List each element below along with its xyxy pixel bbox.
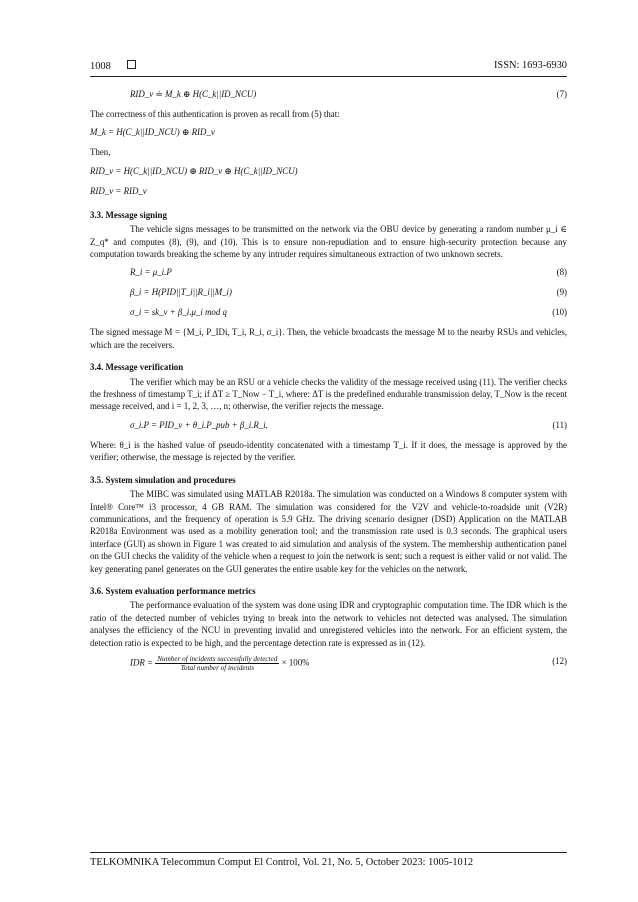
page-header [90,58,567,77]
section-heading-3-4: 3.4. Message verification [90,362,184,373]
fraction-numerator: Number of incidents successfully detected [157,654,278,663]
equation-number: (11) [552,419,567,430]
section-heading-3-3: 3.3. Message signing [90,209,167,220]
equation-12 [90,655,567,675]
equation-expression: σ_i.P = PID_v + θ_i.P_pub + β_i.R_i. [130,419,268,430]
paragraph-correctness: The correctness of this authentication is proven as recall from (5) that: [90,109,340,119]
section-body-3-6: The performance evaluation of the system was done using IDR and cryptographic computation time. The IDR which is the ratio of the detected number of vehicles trying to break into the network to vehicles not detected was analysed. The simulation analyses the efficiency of the NCU in preventing invalid and unregistered vehicles into the network. For an efficient system, the detection ratio is expected to be high, and the percentage detection rate is expressed as in (12). [90,600,567,648]
section-body-3-4: The verifier which may be an RSU or a vehicle checks the validity of the message received using (11). The verifier checks the freshness of timestamp T_i; if ΔT ≥ T_Now − T_i, where: ΔT is the predefined endurable transmission delay, T_Now is the recent message received, and i = 1, 2, 3, …, n; otherwise, the verifier rejects the message. [90,376,567,412]
equation-number: (12) [552,655,567,666]
section-body-3-3: The vehicle signs messages to be transmitted on the network via the OBU device by generating a random number μ_i ∈ Z_q* and computes (8), (9), and (10). This is to ensure non-repudiation and to ensure high-security protection because any computation towards breaking the scheme by any intruder requires simultaneous extraction of two unknown secrets. [90,224,567,260]
equation-number: (8) [556,267,567,278]
checkbox-icon [127,60,136,69]
equation-8 [90,266,567,280]
equation-number: (9) [556,287,567,298]
section-body-3-5: The MIBC was simulated using MATLAB R2018a. The simulation was conducted on a Windows 8 computer system with Intel® Core™ i3 processor, 4 GB RAM. The simulation was considered for the V2V and vehicle-to-roadside unit (V2R) communications, and the frequency of operation is 5.9 GHz. The driving scenario designer (DSD) Application on the MATLAB R2018a Environment was used as a mobility generation tool; and the transmission rate used is 0.3 seconds. The graphical users interface (GUI) as shown in Figure 1 was created to aid simulation and analysis of the system. The membership authentication panel on the GUI checks the validity of the vehicle when a request to join the network is sent; such a request is either valid or not valid. The key generating panel generates on the GUI generates the entire usable key for the vehicles on the network. [90,489,567,574]
equation-rhs: × 100% [281,657,310,668]
equation-10 [90,306,567,320]
equation-mk [90,126,567,140]
page-content [90,82,567,681]
equation-expression: RID_v = H(C_k||ID_NCU) ⊕ RID_v ⊕ H(C_k||ID_NCU) [90,165,298,176]
equation-9 [90,286,567,300]
paragraph-signed-message: The signed message M = {M_i, P_IDi, T_i, R_i, σ_i}. Then, the vehicle broadcasts the message M to the nearby RSUs and vehicles, which are the receivers. [90,327,567,350]
paragraph-then: Then, [90,147,111,158]
equation-lhs: IDR = [130,657,153,668]
paragraph-where: Where: θ_i is the hashed value of pseudo-identity concatenated with a timestamp T_i. If it does, the message is approved by the verifier; otherwise, the message is rejected by the verifier. [90,439,567,463]
fraction [155,655,279,672]
section-heading-3-5: 3.5. System simulation and procedures [90,474,236,485]
equation-expression: β_i = H(PID||T_i||R_i||M_i) [130,287,232,298]
equation-expression: M_k = H(C_k||ID_NCU) ⊕ RID_v [90,127,215,138]
equation-11 [90,419,567,433]
equation-expression: RID_v ≐ M_k ⊕ H(C_k||ID_NCU) [130,89,257,99]
equation-expression: RID_v = RID_v [90,185,147,196]
equation-7 [90,88,567,102]
equation-then-2 [90,185,567,199]
fraction-denominator: Total number of incidents [180,663,255,672]
page-number: 1008 [90,61,111,72]
equation-number: (10) [552,307,567,318]
equation-number: (7) [556,89,567,99]
issn: ISSN: 1693-6930 [493,60,567,71]
equation-expression: R_i = μ_i.P [130,267,172,278]
section-heading-3-6: 3.6. System evaluation performance metrics [90,585,256,596]
equation-then-1 [90,165,567,179]
header-left [90,60,136,72]
equation-expression: σ_i = sk_v + β_i.μ_i mod q [130,307,227,318]
page-footer: TELKOMNIKA Telecommun Comput El Control, Vol. 21, No. 5, October 2023: 1005-1012 [90,852,567,868]
